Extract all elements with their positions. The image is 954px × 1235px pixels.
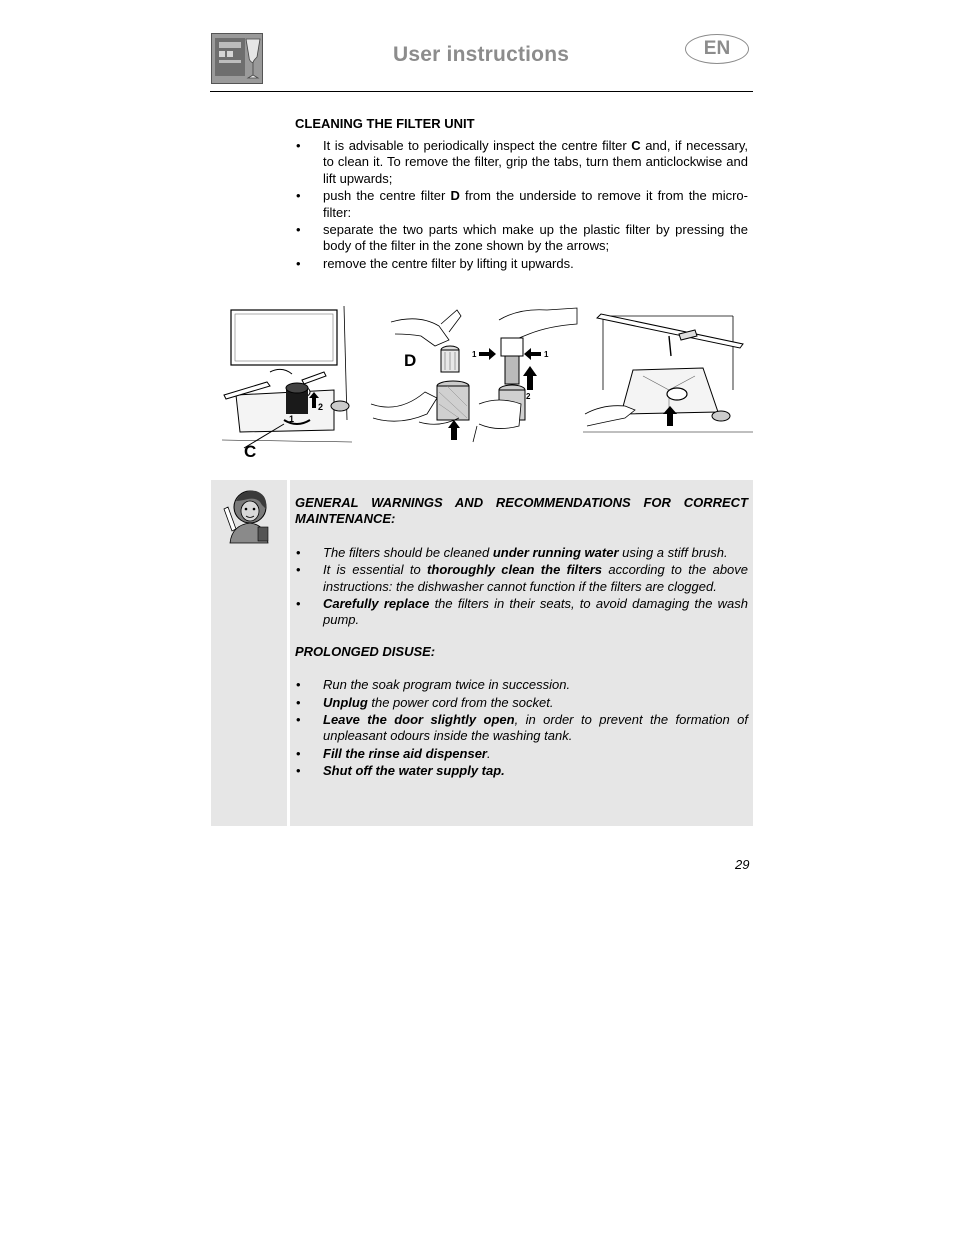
- list-item: • Carefully replace the filters in their seats, to avoid damaging the wash pump.: [295, 596, 748, 629]
- filter-d-label: D: [404, 351, 417, 370]
- list-item: • Unplug the power cord from the socket.: [295, 695, 748, 711]
- list-item: • It is essential to thoroughly clean the filters according to the above instructions: the dishwasher cannot function if the filters are clogged.: [295, 562, 748, 595]
- step-1-label: 1: [544, 350, 549, 359]
- filter-instructions-list: [295, 138, 748, 273]
- filter-c-label: C: [244, 442, 257, 460]
- step-1-label: 1: [289, 414, 295, 424]
- page-header-title: User instructions: [393, 43, 570, 66]
- list-item: • separate the two parts which make up the plastic filter by pressing the body of the filter in the zone shown by the arrows;: [295, 222, 748, 255]
- technician-mascot-icon: [222, 487, 272, 545]
- list-item: • It is advisable to periodically inspect the centre filter C and, if necessary, to clean it. To remove the filter, grip the tabs, turn them anticlockwise and lift upwards;: [295, 138, 748, 187]
- dishwasher-glass-logo-icon: [211, 33, 263, 84]
- disuse-list: [295, 677, 748, 779]
- filter-removal-figure: [222, 300, 352, 460]
- step-1-label: 1: [472, 350, 477, 359]
- section-title: CLEANING THE FILTER UNIT: [295, 116, 475, 131]
- filter-separation-figure: [369, 300, 581, 445]
- filter-reinsertion-figure: [583, 300, 753, 445]
- warnings-panel-divider: [287, 480, 290, 826]
- list-item: • Leave the door slightly open, in order to prevent the formation of unpleasant odours inside the washing tank.: [295, 712, 748, 745]
- language-badge: EN: [685, 34, 749, 64]
- list-item: • Shut off the water supply tap.: [295, 763, 748, 779]
- list-item: • The filters should be cleaned under running water using a stiff brush.: [295, 545, 748, 561]
- header-divider: [210, 91, 753, 92]
- warnings-content: [295, 495, 748, 781]
- step-2-label: 2: [318, 402, 324, 412]
- list-item: • Fill the rinse aid dispenser.: [295, 746, 748, 762]
- list-item: • remove the centre filter by lifting it upwards.: [295, 256, 748, 272]
- page-number: 29: [735, 857, 750, 872]
- maintenance-list: [295, 545, 748, 629]
- list-item: • Run the soak program twice in succession.: [295, 677, 748, 693]
- step-2-label: 2: [526, 392, 531, 401]
- disuse-heading: PROLONGED DISUSE:: [295, 643, 436, 659]
- warnings-heading: GENERAL WARNINGS AND RECOMMENDATIONS FOR CORRECT MAINTENANCE:: [295, 495, 748, 527]
- list-item: • push the centre filter D from the underside to remove it from the micro-filter:: [295, 188, 748, 221]
